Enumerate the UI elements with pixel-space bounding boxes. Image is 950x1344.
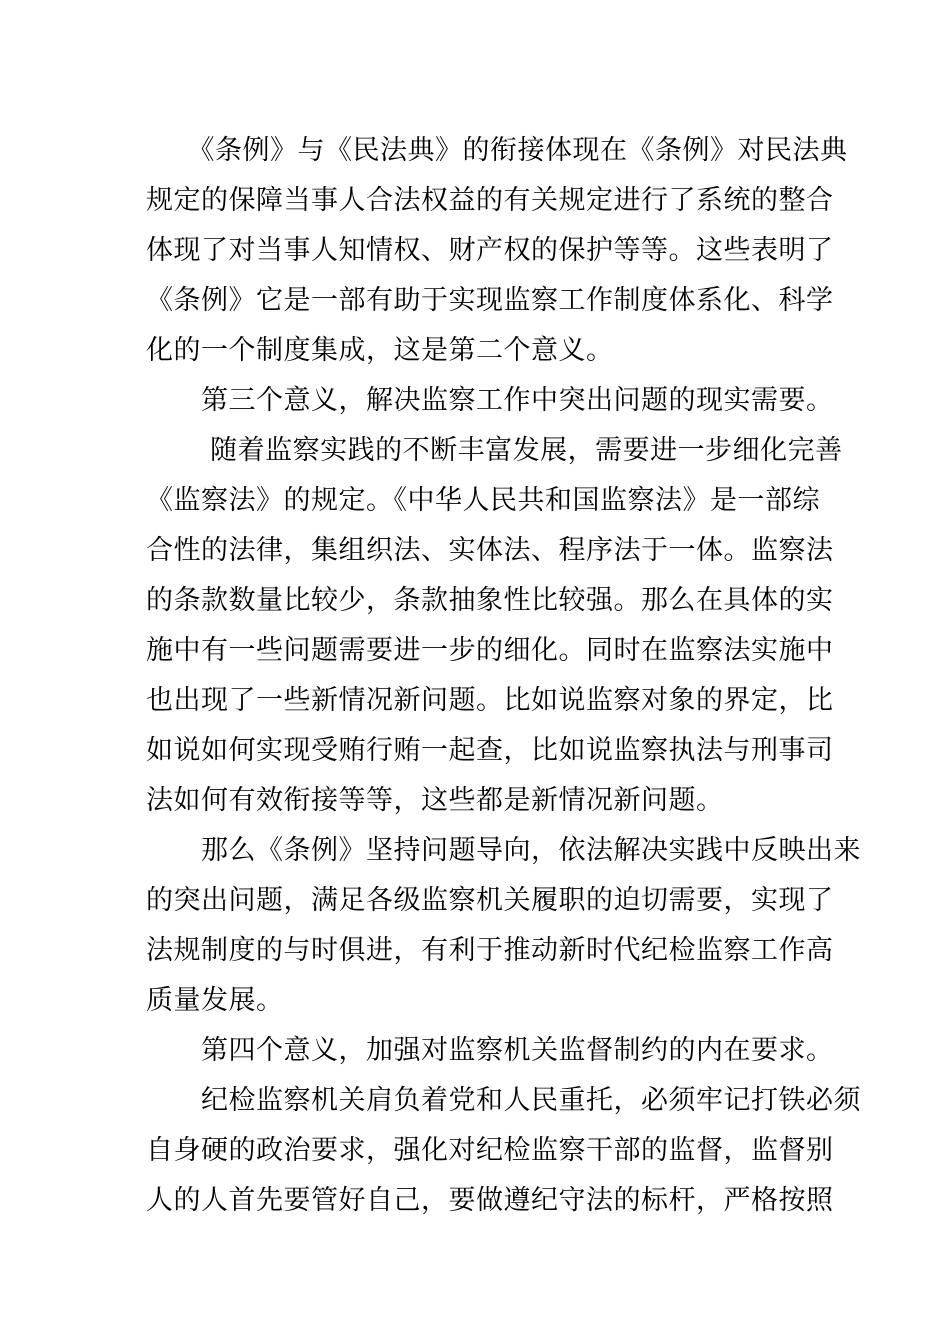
text-line-16: 的突出问题，满足各级监察机关履职的迫切需要，实现了 <box>146 885 834 916</box>
text-line-22: 人的人首先要管好自己，要做遵纪守法的标杆，严格按照 <box>146 1185 834 1216</box>
text-line-20: 纪检监察机关肩负着党和人民重托，必须牢记打铁必须 <box>146 1085 861 1116</box>
text-line-1: 《条例》与《民法典》的衔接体现在《条例》对民法典 <box>146 135 848 166</box>
text-line-12: 也出现了一些新情况新问题。比如说监察对象的界定，比 <box>146 685 834 716</box>
section-heading-fourth: 第四个意义，加强对监察机关监督制约的内在要求。 <box>146 1035 834 1066</box>
text-line-7: 随着监察实践的不断丰富发展，需要进一步细化完善 <box>146 435 843 466</box>
text-line-9: 合性的法律，集组织法、实体法、程序法于一体。监察法 <box>146 535 834 566</box>
text-line-2: 规定的保障当事人合法权益的有关规定进行了系统的整合 <box>146 185 834 216</box>
text-line-17: 法规制度的与时俱进，有利于推动新时代纪检监察工作高 <box>146 935 834 966</box>
section-heading-third: 第三个意义，解决监察工作中突出问题的现实需要。 <box>146 385 834 416</box>
text-line-18: 质量发展。 <box>146 985 284 1016</box>
text-line-5: 化的一个制度集成，这是第二个意义。 <box>146 335 614 366</box>
text-line-3: 体现了对当事人知情权、财产权的保护等等。这些表明了 <box>146 235 834 266</box>
text-line-8: 《监察法》的规定。《中华人民共和国监察法》是一部综 <box>146 485 820 516</box>
text-line-11: 施中有一些问题需要进一步的细化。同时在监察法实施中 <box>146 635 834 666</box>
text-line-4: 《条例》它是一部有助于实现监察工作制度体系化、科学 <box>146 285 834 316</box>
text-line-14: 法如何有效衔接等等，这些都是新情况新问题。 <box>146 785 724 816</box>
text-line-15: 那么《条例》坚持问题导向，依法解决实践中反映出来 <box>146 835 861 866</box>
text-line-10: 的条款数量比较少，条款抽象性比较强。那么在具体的实 <box>146 585 834 616</box>
text-line-21: 自身硬的政治要求，强化对纪检监察干部的监督，监督别 <box>146 1135 834 1166</box>
text-line-13: 如说如何实现受贿行贿一起查，比如说监察执法与刑事司 <box>146 735 834 766</box>
